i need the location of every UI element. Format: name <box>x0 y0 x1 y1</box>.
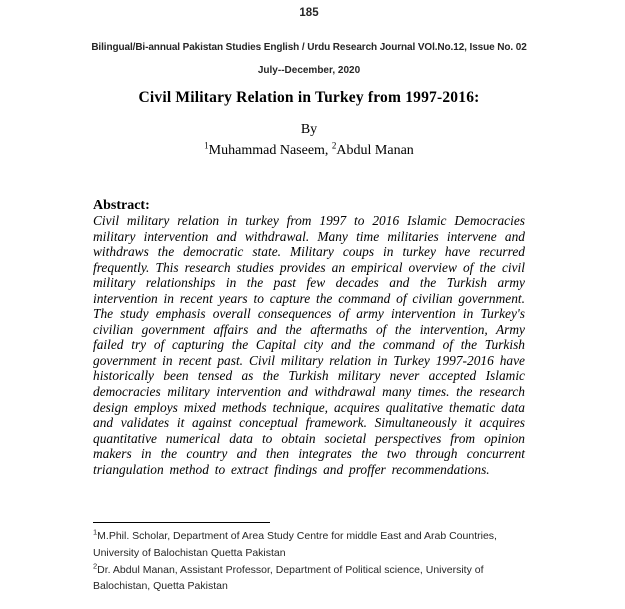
footnote-1 <box>93 528 540 562</box>
footnote-1-marker: 1 <box>93 527 98 537</box>
abstract-text: Civil military relation in turkey from 1997 to 2016 Islamic Democracies military intervention and withdrawal. Many time militaries intervene and withdraws the democratic state. Military coups in turkey have recurred frequently. This research studies provides an empirical overview of the civil military relationships in the past few decades and the Turkish army intervention in recent years to capture the command of civilian government. The study emphasis overall consequences of army intervention in Turkey's civilian government affairs and the aftermaths of the intervention, Army failed try of capturing the Capital city and the command of the Turkish government in recent past. Civil military relation in Turkey 1997-2016 have historically been tensed as the Turkish military never accepted Islamic democracies military intervention and withdrawal many times. the research design employs mixed methods technique, acquires qualitative thematic data and validates it against conceptual framework. Simultaneously it acquires quantitative numerical data to obtain societal perspectives from opinion makers in the country and then integrates the two through concurrent triangulation method to extract findings and proffer recommendations. <box>93 213 525 477</box>
byline: By <box>300 122 318 137</box>
page-number: 185 <box>299 7 319 19</box>
journal-header-line: Bilingual/Bi-annual Pakistan Studies English / Urdu Research Journal VOl.No.12, Issue No. 02 <box>91 42 527 53</box>
footnote-separator-rule <box>93 522 270 523</box>
article-title: Civil Military Relation in Turkey from 1997-2016: <box>138 89 480 106</box>
author-1-name: Muhammad Naseem, <box>208 143 332 158</box>
footnote-2-marker: 2 <box>93 561 98 571</box>
author-1-affiliation-marker: 1 <box>204 140 209 151</box>
footnotes-block <box>93 528 540 595</box>
issue-date-line: July--December, 2020 <box>257 65 361 76</box>
author-2-name: Abdul Manan <box>336 143 414 158</box>
authors-line <box>53 140 565 159</box>
author-2-affiliation-marker: 2 <box>331 140 337 151</box>
footnote-2 <box>93 562 540 596</box>
footnote-2-text: Dr. Abdul Manan, Assistant Professor, Department of Political science, University of Balochistan, Quetta Pakistan <box>93 563 484 593</box>
abstract-heading: Abstract: <box>93 198 150 213</box>
footnote-1-text: M.Phil. Scholar, Department of Area Study Centre for middle East and Arab Countries, University of Balochistan Quetta Pakistan <box>93 530 497 559</box>
